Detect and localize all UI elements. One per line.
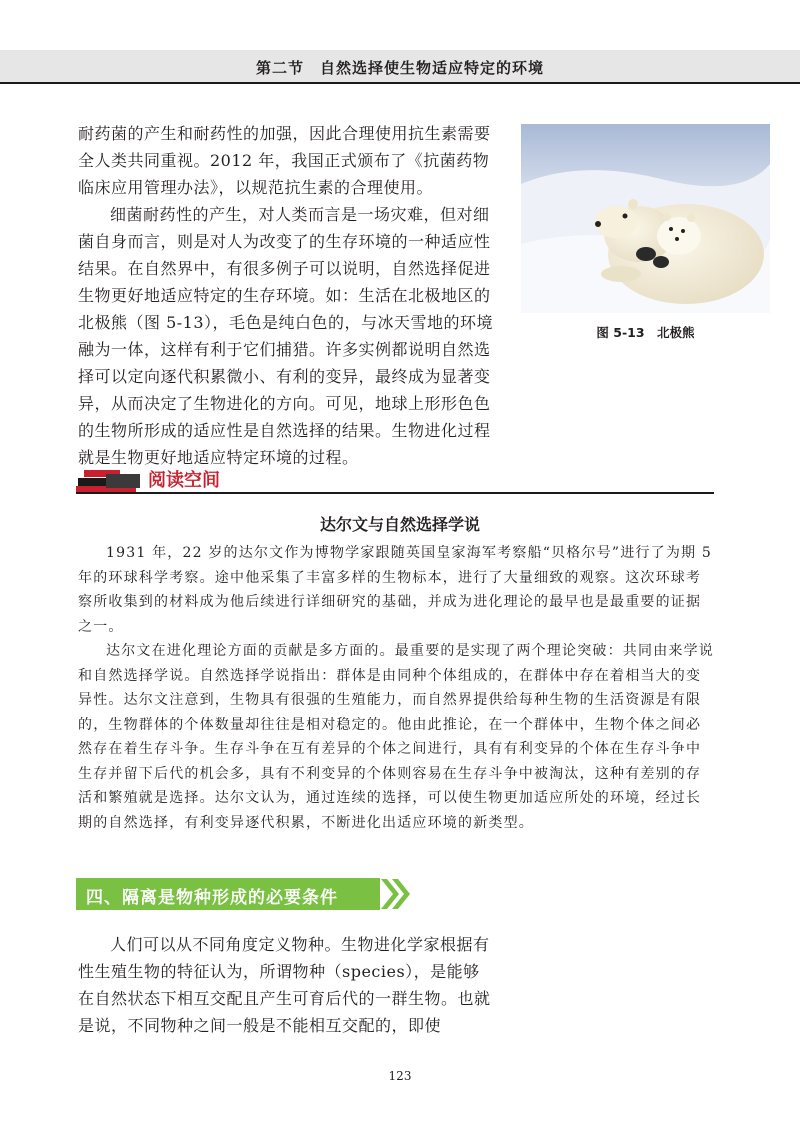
polar-bear-figure xyxy=(521,124,770,313)
polar-bear-photo xyxy=(521,124,770,313)
reading-paragraph-2: 达尔文在进化理论方面的贡献是多方面的。最重要的是实现了两个理论突破：共同由来学说和自然选择学说。自然选择学说指出：群体是由同种个体组成的，在群体中存在着相当大的变异性。达尔文注意到，生物具有很强的生殖能力，而自然界提供给每种生物的生活资源是有限的，生物群体的个体数量却往往是相对稳定的。他由此推论，在一个群体中，生物个体之间必然存在着生存斗争。生存斗争在互有差异的个体之间进行，具有有利变异的个体在生存斗争中生存并留下后代的机会多，具有不利变异的个体则容易在生存斗争中被淘汰，这种有差别的存活和繁殖就是选择。达尔文认为，通过连续的选择，可以使生物更加适应所处的环境，经过长期的自然选择，有利变异逐代积累，不断进化出适应环境的新类型。 xyxy=(78,643,714,831)
header-title: 第二节 自然选择使生物适应特定的环境 xyxy=(255,59,544,77)
paragraph-2: 细菌耐药性的产生，对人类而言是一场灾难，但对细菌自身而言，则是对人为改变了的生存环境的一种适应性结果。在自然界中，有很多例子可以说明，自然选择促进生物更好地适应特定的生存环境。如：生活在北极地区的北极熊（图 5-13），毛色是纯白色的，与冰天雪地的环境融为一体，这样有利于它们捕猎。许多实例都说明自然选择可以定向逐代积累微小、有利的变异，最终成为显著变异，从而决定了生物进化的方向。可见，地球上形形色色的生物所形成的适应性是自然选择的结果。生物进化过程就是生物更好地适应特定环境的过程。 xyxy=(78,205,494,467)
reading-label: 阅读空间 xyxy=(148,470,220,491)
section-paragraph: 人们可以从不同角度定义物种。生物进化学家根据有性生殖生物的特征认为，所谓物种（species），是能够在自然状态下相互交配且产生可育后代的一群生物。也就是说，不同物种之间一般是不能相互交配的，即使 xyxy=(78,935,491,1035)
reading-divider xyxy=(76,492,714,494)
section-title: 四、隔离是物种形成的必要条件 xyxy=(86,888,338,908)
body-text-bottom xyxy=(78,931,494,1039)
page-number: 123 xyxy=(388,1069,412,1083)
reading-title: 达尔文与自然选择学说 xyxy=(319,515,480,534)
reading-body xyxy=(78,541,714,835)
page-header xyxy=(0,50,800,84)
figure-caption: 图 5-13 北极熊 xyxy=(596,325,695,340)
reading-paragraph-1: 1931 年，22 岁的达尔文作为博物学家跟随英国皇家海军考察船“贝格尔号”进行了为期 5 年的环球科学考察。途中他采集了丰富多样的生物标本，进行了大量细致的观察。这次环球考察所收集到的材料成为他后续进行详细研究的基础，并成为进化理论的最早也是最重要的证据之一。 xyxy=(78,545,713,635)
paragraph-1: 耐药菌的产生和耐药性的加强，因此合理使用抗生素需要全人类共同重视。2012 年，我国正式颁布了《抗菌药物临床应用管理办法》，以规范抗生素的合理使用。 xyxy=(78,124,491,197)
body-text-top xyxy=(78,120,494,471)
double-chevron-icon xyxy=(378,876,414,912)
